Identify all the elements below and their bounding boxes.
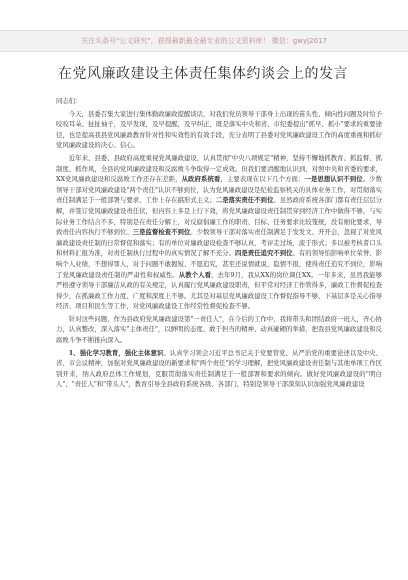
text-run: 。有的领导怕影响单位荣誉、影响个人业绩，不想得罪人，对于问题不敢揭短、不愿追究，甚至还说情就说，隐情不报，使得责任追究不到位，影响了党风廉政建设责任制的严肃性和权威性。: [56, 249, 383, 279]
text-run: 今天，县委召集大家进行集体勤政廉政提醒谈话，对我们党员领导干部身上出现的苗头性、倾向性问题及时给予咬咬耳朵、扯扯袖子，及早发现，及早提醒，及早纠正，既是落实中央和省、市纪委提出"抓早、抓小"要求的重要途径，也是提高我县党风廉政教育针对性和实效性的有效手段，充分表明了县委对党风廉政建设工作的高度重视和抓好党风廉政建设的决心、信心。: [56, 109, 382, 150]
text-run: 针对这些问题，作为县政府党风廉政建设第"一责任人"，在今后的工作中，我将带头和团结政府一班人，齐心协力，认真整改，深入落实"主体责任"，以鲜明的态度、敢于担当的精神、动真碰硬的举措，把我县党风廉政建设和反腐败斗争不断推向深入。: [56, 314, 382, 345]
text-run: 。少数领导干部对党风廉政建设"两个责任"认识不够到位，认为党风廉政建设是纪检监察机关的具体业务工作，对贯彻落实责任制满足于一般部署与要求，工作上存在搞形式主义；: [56, 175, 383, 205]
bold-phrase: 三是监督检查不到位: [132, 228, 191, 237]
document-title: 在党风廉政建设主体责任集体约谈会上的发言: [58, 66, 348, 82]
greeting: 同志们：: [56, 97, 82, 105]
text-run: ，主要表现在以下几个方面：: [220, 175, 305, 184]
point-list: [56, 348, 382, 390]
paragraph-list: [56, 109, 382, 346]
text-run: 。虽然政府系统各部门都有责任层层分解，并签订党风廉政建设责任状，但内容上多是上行下效，将党风廉政建设责任制贯穿到经济工作中做得不够，与实际业务工作结合不多，特别是在责任分解上，对反腐倡廉工作的职责、目标、任务要求比较笼统，没有细化要求，导致责任内容执行不够到位。: [56, 196, 383, 237]
body-paragraph: [56, 109, 382, 151]
document-body: [56, 96, 382, 392]
bold-phrase: 四是责任追究不到位: [234, 249, 293, 258]
bold-phrase: 二是落实责任不到位: [215, 196, 274, 205]
point-text: 认真学习领会习近平总书记关于党要管党、从严治党的重要论述以及中央、省、市会议精神，加强对党风廉政建设的新要求和"两个责任"的学习理解，把党风廉政建设责任制与其他单项工作区别开来，纳入政府总体工作规划，克服贯彻落实责任制满足于一般部署和要求的倾向。做好党风廉政建设的"明白人"、"责任人"和"带头人"，教育引导全县政府系统各级、各部门，特别是领导干部深刻认识加强党风廉政建设: [56, 348, 383, 389]
bold-phrase: 一是思想认识不到位: [304, 175, 363, 184]
body-paragraph: [56, 314, 382, 346]
banner-text: 关注头条号"公文研究"，获得最新最全最专业的公文资料库！ 微信：gwyj2017: [81, 37, 327, 45]
text-run: 。少数领导干部对落实责任制满足于发发文、开开会，忽视了对党风廉政建设责任制的日常督促和落实；有的单位对廉政建设检查不够认真，考评走过场，流于形式；多以被考核者口头和材料汇报为准，对责任制执行过程中的真实情况了解不充分。: [56, 228, 383, 258]
numbered-point: 1、强化学习教育，强化主体意识。认真学习领会习近平总书记关于党要管党、从严治党的重要论述以及中央、省、市会议精神，加强对党风廉政建设的新要求和"两个责任"的学习理解，把党风廉政建设责任制与其他单项工作区别开来，纳入政府总体工作规划，克服贯彻落实责任制满足于一般部署和要求的倾向。做好党风廉政建设的"明白人"、"责任人"和"带头人"，教育引导全县政府系统各级、各部门，特别是领导干部深刻认识加强党风廉政建设: [56, 348, 383, 389]
text-run: 近年来，县委、县政府高度重视党风廉政建设，认真贯彻"中央八项规定"精神，坚持不懈地抓教育、抓监督、抓制度、抓作风，全县的党风廉政建设和反腐败斗争取得一定成效。但我们要清醒地认识到，对照中央和省委的要求，XX党风廉政建设和反腐败工作还存在差距，: [56, 153, 382, 184]
body-paragraph: [56, 153, 382, 312]
top-banner: [0, 30, 408, 52]
bold-phrase: 从政府系统看: [181, 175, 221, 184]
point-heading: 1、强化学习教育，强化主体意识: [68, 348, 164, 357]
bold-phrase: 从教个人看: [178, 270, 212, 279]
text-run: ，去年9月，我从XX的岗位调任XX。一年多来，虽然我能够严格遵守领导干部廉洁从政的有关规定，认真履行党风廉政建设职责，但平常对经济工作管得多，廉政工作督促检查得少，在抓廉政工作力度、广度和深度上不够。尤其是对基层党风廉政建设工作督促指导不够，下基层多是关心指导经济、项目和民生等工作，对党风廉政建设工作经常性督促检查不够。: [56, 270, 383, 311]
